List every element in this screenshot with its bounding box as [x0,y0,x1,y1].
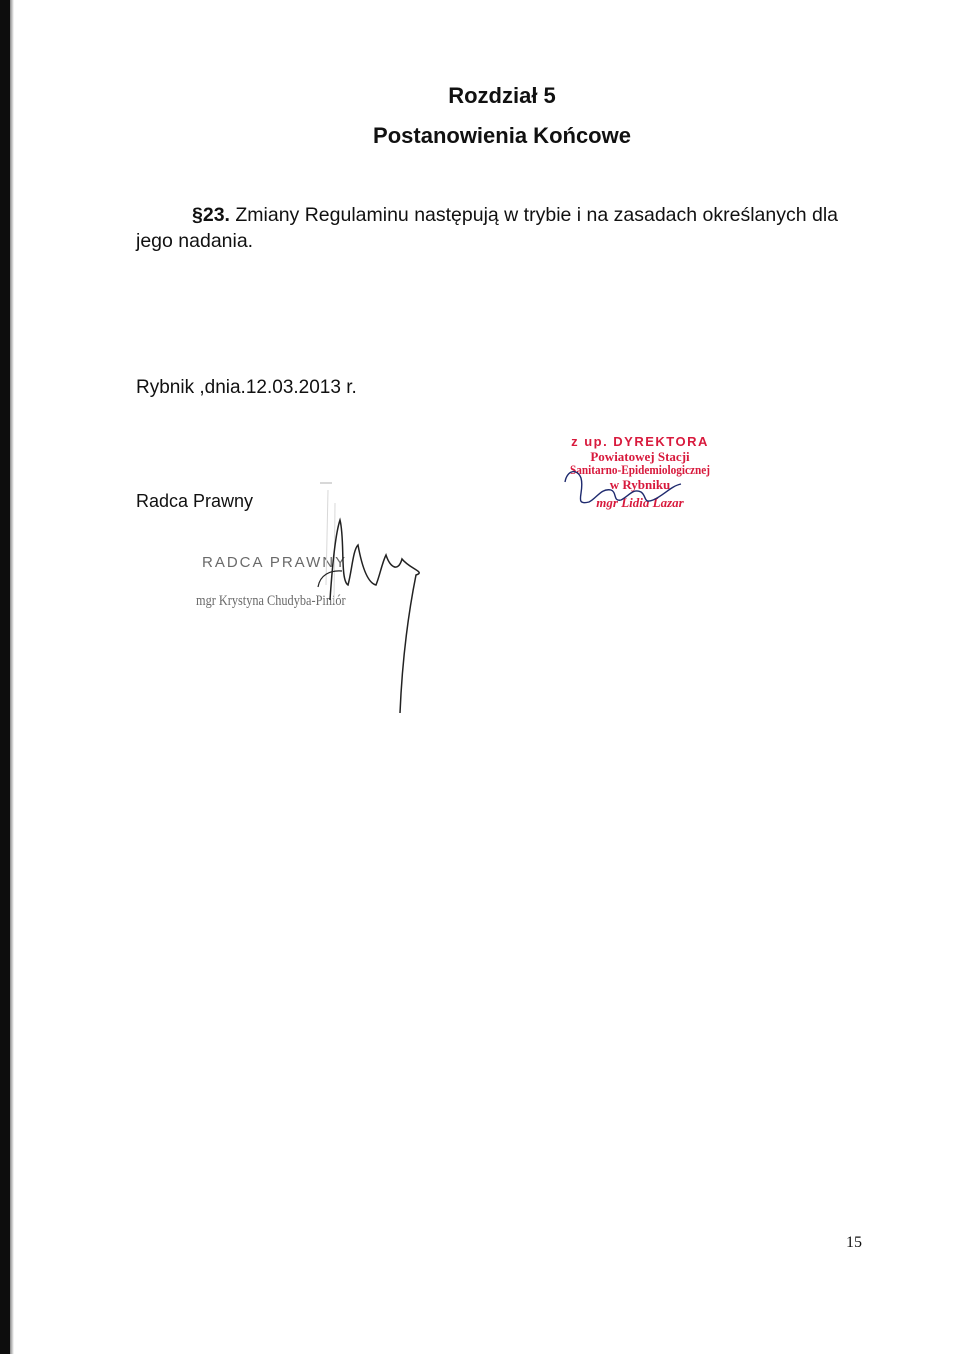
page-number: 15 [846,1234,862,1251]
paragraph-23 [136,202,856,254]
paragraph-text: Zmiany Regulaminu następują w trybie i na zasadach określanych dla jego nadania. [136,204,839,252]
director-stamp-line-3: Sanitarno-Epidemiologicznej [569,463,711,477]
lawyer-stamp-title: RADCA PRAWNY [202,554,348,571]
director-stamp-line-4: w Rybniku [609,477,671,492]
chapter-subtitle: Postanowienia Końcowe [373,123,631,148]
signer-role: Radca Prawny [136,491,254,511]
director-stamp-line-2: Powiatowej Stacji [590,449,690,464]
lawyer-signature [290,475,440,720]
chapter-title: Rozdział 5 [448,83,556,108]
scan-edge-fade [10,0,14,1354]
director-stamp-line-5: mgr Lidia Lazar [596,495,684,510]
director-stamp-line-1: z up. DYREKTORA [571,434,709,449]
director-signature [555,462,695,512]
place-date: Rybnik ,dnia.12.03.2013 r. [136,377,357,398]
scan-edge [0,0,10,1354]
lawyer-stamp-name: mgr Krystyna Chudyba-Piniór [196,593,346,609]
paragraph-number: §23. [192,204,230,226]
